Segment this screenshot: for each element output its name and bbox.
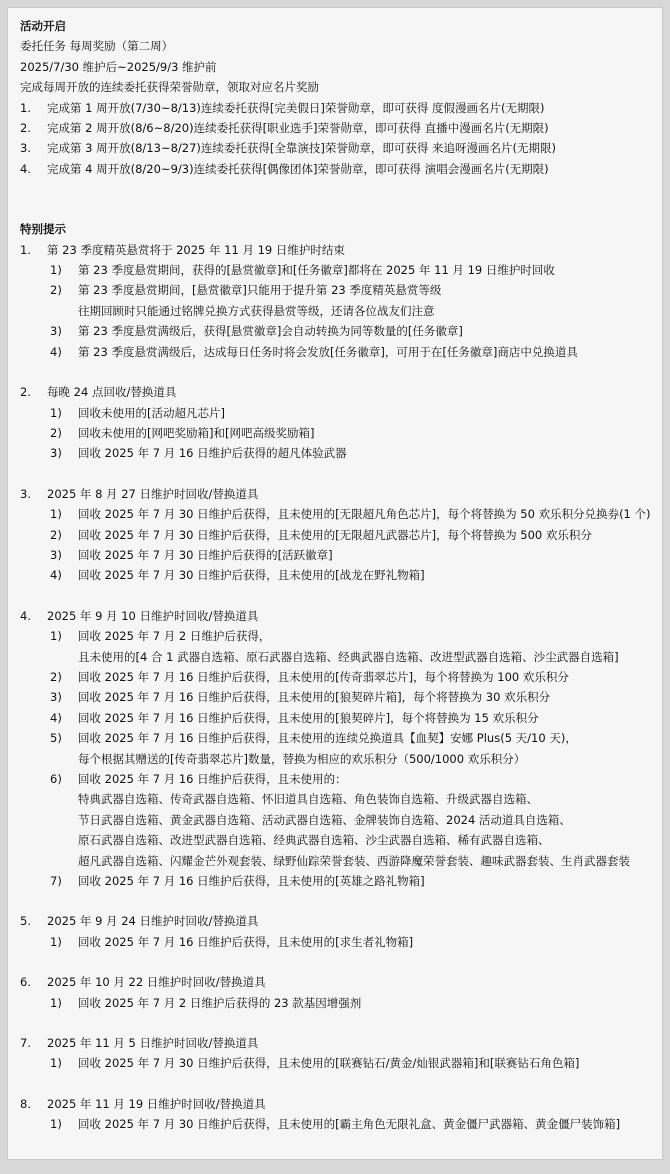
sub-text: 第 23 季度悬赏期间，[悬赏徽章]只能用于提升第 23 季度精英悬赏等级 — [78, 283, 442, 298]
sub-number: 4) — [50, 710, 62, 725]
tip-section — [20, 911, 662, 952]
sub-number: 1) — [50, 1056, 62, 1071]
sub-text-continued: 节日武器自选箱、黄金武器自选箱、活动武器自选箱、金牌装饰自选箱、2024 活动道具自选箱、 — [78, 812, 571, 827]
sub-text: 回收 2025 年 7 月 16 日维护后获得，且未使用的[狼契碎片]，每个将替换为 15 欢乐积分 — [78, 710, 539, 725]
tip-sub-item — [20, 708, 662, 728]
activity-item — [20, 138, 662, 158]
sub-number: 5) — [50, 731, 62, 746]
sub-number: 2) — [50, 283, 62, 298]
sub-text: 回收 2025 年 7 月 30 日维护后获得，且未使用的[战龙在野礼物箱] — [78, 568, 425, 583]
tip-section-header — [20, 972, 662, 992]
tip-section-header — [20, 240, 662, 260]
sub-text-continued: 每个根据其赠送的[传奇翡翠芯片]数量，替换为相应的欢乐积分（500/1000 欢乐积分） — [78, 751, 526, 766]
tip-section — [20, 382, 662, 464]
section-heading: 第 23 季度精英悬赏将于 2025 年 11 月 19 日维护时结束 — [47, 242, 345, 257]
sub-number: 1) — [50, 263, 62, 278]
section-number: 5. — [20, 914, 31, 929]
sub-text: 回收 2025 年 7 月 16 日维护后获得，且未使用的[传奇翡翠芯片]，每个将替换为 100 欢乐积分 — [78, 669, 569, 684]
section-number: 2. — [20, 385, 31, 400]
sub-number: 3) — [50, 446, 62, 461]
activity-list — [20, 98, 662, 180]
tip-sub-item — [20, 280, 662, 300]
sub-number: 7) — [50, 874, 62, 889]
tip-sub-item — [20, 504, 662, 524]
sub-text: 回收 2025 年 7 月 16 日维护后获得，且未使用的[英雄之路礼物箱] — [78, 874, 425, 889]
activity-item — [20, 159, 662, 179]
tips-list — [20, 240, 662, 1135]
tip-sub-item — [20, 626, 662, 646]
sub-text: 回收 2025 年 7 月 30 日维护后获得，且未使用的[无限超凡角色芯片]，每个将替换为 50 欢乐积分兑换券(1 个) — [78, 507, 651, 522]
section-number: 1. — [20, 242, 31, 257]
tip-sub-item — [20, 1114, 662, 1134]
section-number: 4. — [20, 608, 31, 623]
sub-text: 第 23 季度悬赏期间，获得的[悬赏徽章]和[任务徽章]都将在 2025 年 11 月 19 日维护时回收 — [78, 263, 555, 278]
tip-section-header — [20, 484, 662, 504]
activity-description — [20, 36, 662, 97]
sub-number: 3) — [50, 547, 62, 562]
sub-text: 回收未使用的[活动超凡芯片] — [78, 405, 225, 420]
item-text: 完成第 4 周开放(8/20~9/3)连续委托获得[偶像团体]荣誉勋章，即可获得 演唱会漫画名片(无期限) — [47, 161, 549, 176]
sub-number: 1) — [50, 1117, 62, 1132]
item-number: 4. — [20, 161, 31, 176]
tip-sub-item — [20, 342, 662, 362]
sub-number: 1) — [50, 629, 62, 644]
section-heading: 2025 年 9 月 24 日维护时回收/替换道具 — [47, 914, 259, 929]
sub-text: 回收 2025 年 7 月 16 日维护后获得，且未使用的连续兑换道具【血契】安娜 Plus(5 天/10 天)， — [78, 731, 577, 746]
section-heading: 每晚 24 点回收/替换道具 — [47, 385, 177, 400]
tip-sub-item — [20, 1053, 662, 1073]
activity-item — [20, 98, 662, 118]
item-text: 完成第 3 周开放(8/13~8/27)连续委托获得[全靠演技]荣誉勋章，即可获得 来追呀漫画名片(无期限) — [47, 141, 556, 156]
tip-sub-item — [20, 565, 662, 585]
activity-title: 活动开启 — [20, 19, 66, 33]
sub-text: 第 23 季度悬赏满级后，达成每日任务时将会发放[任务徽章]，可用于在[任务徽章]商店中兑换道具 — [78, 344, 578, 359]
tip-sub-item — [20, 871, 662, 891]
tip-sub-item — [20, 321, 662, 341]
sub-number: 4) — [50, 568, 62, 583]
item-number: 1. — [20, 100, 31, 115]
tip-sub-item — [20, 769, 662, 789]
sub-text: 回收未使用的[网吧奖励箱]和[网吧高级奖励箱] — [78, 425, 315, 440]
tip-sub-item — [20, 667, 662, 687]
sub-text: 回收 2025 年 7 月 16 日维护后获得，且未使用的[求生者礼物箱] — [78, 934, 414, 949]
tip-sub-item — [20, 545, 662, 565]
sub-text: 回收 2025 年 7 月 16 日维护后获得的超凡体验武器 — [78, 446, 347, 461]
tip-section — [20, 1094, 662, 1135]
tip-sub-item — [20, 423, 662, 443]
tip-section-header — [20, 382, 662, 402]
sub-text: 回收 2025 年 7 月 16 日维护后获得，且未使用的： — [78, 772, 347, 786]
tip-section-header — [20, 1033, 662, 1053]
sub-number: 2) — [50, 425, 62, 440]
sub-number: 3) — [50, 690, 62, 705]
sub-number: 2) — [50, 669, 62, 684]
sub-text: 回收 2025 年 7 月 30 日维护后获得，且未使用的[无限超凡武器芯片]，每个将替换为 500 欢乐积分 — [78, 527, 592, 542]
item-number: 2. — [20, 121, 31, 136]
sub-number: 1) — [50, 507, 62, 522]
tip-section-header — [20, 606, 662, 626]
tip-sub-item — [20, 993, 662, 1013]
section-number: 6. — [20, 975, 31, 990]
sub-text: 回收 2025 年 7 月 2 日维护后获得的 23 款基因增强剂 — [78, 995, 362, 1010]
sub-text: 回收 2025 年 7 月 30 日维护后获得，且未使用的[霸主角色无限礼盒、黄金僵尸武器箱、黄金僵尸装饰箱] — [78, 1117, 621, 1132]
sub-text-continued: 往期回顾时只能通过铭牌兑换方式获得悬赏等级，还请各位战友们注意 — [78, 303, 435, 318]
tip-sub-item — [20, 728, 662, 748]
section-number: 7. — [20, 1036, 31, 1051]
sub-text-continued: 超凡武器自选箱、闪耀金芒外观套装、绿野仙踪荣誉套装、西游降魔荣誉套装、趣味武器套装、生肖武器套装 — [78, 853, 630, 868]
sub-text-continued: 特典武器自选箱、传奇武器自选箱、怀旧道具自选箱、角色装饰自选箱、升级武器自选箱、 — [78, 792, 538, 807]
item-text: 完成第 1 周开放(7/30~8/13)连续委托获得[完美假日]荣誉勋章，即可获得 度假漫画名片(无期限) — [47, 100, 545, 115]
sub-text: 回收 2025 年 7 月 30 日维护后获得，且未使用的[联赛钻石/黄金/灿银武器箱]和[联赛钻石角色箱] — [78, 1056, 580, 1071]
sub-number: 6) — [50, 772, 62, 786]
section-number: 3. — [20, 486, 31, 501]
section-heading: 2025 年 8 月 27 日维护时回收/替换道具 — [47, 486, 259, 501]
tip-section — [20, 606, 662, 892]
tip-sub-item — [20, 687, 662, 707]
sub-number: 1) — [50, 995, 62, 1010]
announcement-page — [7, 7, 663, 1160]
activity-line: 完成每周开放的连续委托获得荣誉勋章，领取对应名片奖励 — [20, 80, 319, 95]
sub-text: 回收 2025 年 7 月 16 日维护后获得，且未使用的[狼契碎片箱]，每个将替换为 30 欢乐积分 — [78, 690, 551, 705]
tip-sub-item — [20, 525, 662, 545]
tip-section — [20, 1033, 662, 1074]
sub-number: 1) — [50, 934, 62, 949]
item-text: 完成第 2 周开放(8/6~8/20)连续委托获得[职业选手]荣誉勋章，即可获得 直播中漫画名片(无期限) — [47, 121, 549, 136]
tip-section — [20, 240, 662, 362]
section-number: 8. — [20, 1096, 31, 1111]
tip-sub-item — [20, 932, 662, 952]
sub-number: 2) — [50, 527, 62, 542]
tip-section — [20, 972, 662, 1013]
sub-number: 3) — [50, 324, 62, 339]
sub-number: 4) — [50, 344, 62, 359]
tips-title: 特别提示 — [20, 222, 66, 237]
section-heading: 2025 年 9 月 10 日维护时回收/替换道具 — [47, 608, 259, 623]
section-heading: 2025 年 10 月 22 日维护时回收/替换道具 — [47, 975, 266, 990]
activity-line: 委托任务 每周奖励（第二周） — [20, 39, 174, 54]
activity-line: 2025/7/30 维护后~2025/9/3 维护前 — [20, 59, 217, 74]
tip-section-header — [20, 911, 662, 931]
tip-section-header — [20, 1094, 662, 1114]
tip-sub-item — [20, 443, 662, 463]
tip-sub-item — [20, 403, 662, 423]
sub-text: 回收 2025 年 7 月 2 日维护后获得， — [78, 629, 271, 644]
sub-text: 回收 2025 年 7 月 30 日维护后获得的[活跃徽章] — [78, 547, 333, 562]
item-number: 3. — [20, 141, 31, 156]
activity-item — [20, 118, 662, 138]
sub-number: 1) — [50, 405, 62, 420]
section-heading: 2025 年 11 月 19 日维护时回收/替换道具 — [47, 1096, 266, 1111]
sub-text-continued: 且未使用的[4 合 1 武器自选箱、原石武器自选箱、经典武器自选箱、改进型武器自选箱、沙尘武器自选箱] — [78, 649, 619, 664]
tip-section — [20, 484, 662, 586]
sub-text-continued: 原石武器自选箱、改进型武器自选箱、经典武器自选箱、沙尘武器自选箱、稀有武器自选箱、 — [78, 833, 550, 848]
sub-text: 第 23 季度悬赏满级后，获得[悬赏徽章]会自动转换为同等数量的[任务徽章] — [78, 324, 463, 339]
section-heading: 2025 年 11 月 5 日维护时回收/替换道具 — [47, 1036, 259, 1051]
tip-sub-item — [20, 260, 662, 280]
